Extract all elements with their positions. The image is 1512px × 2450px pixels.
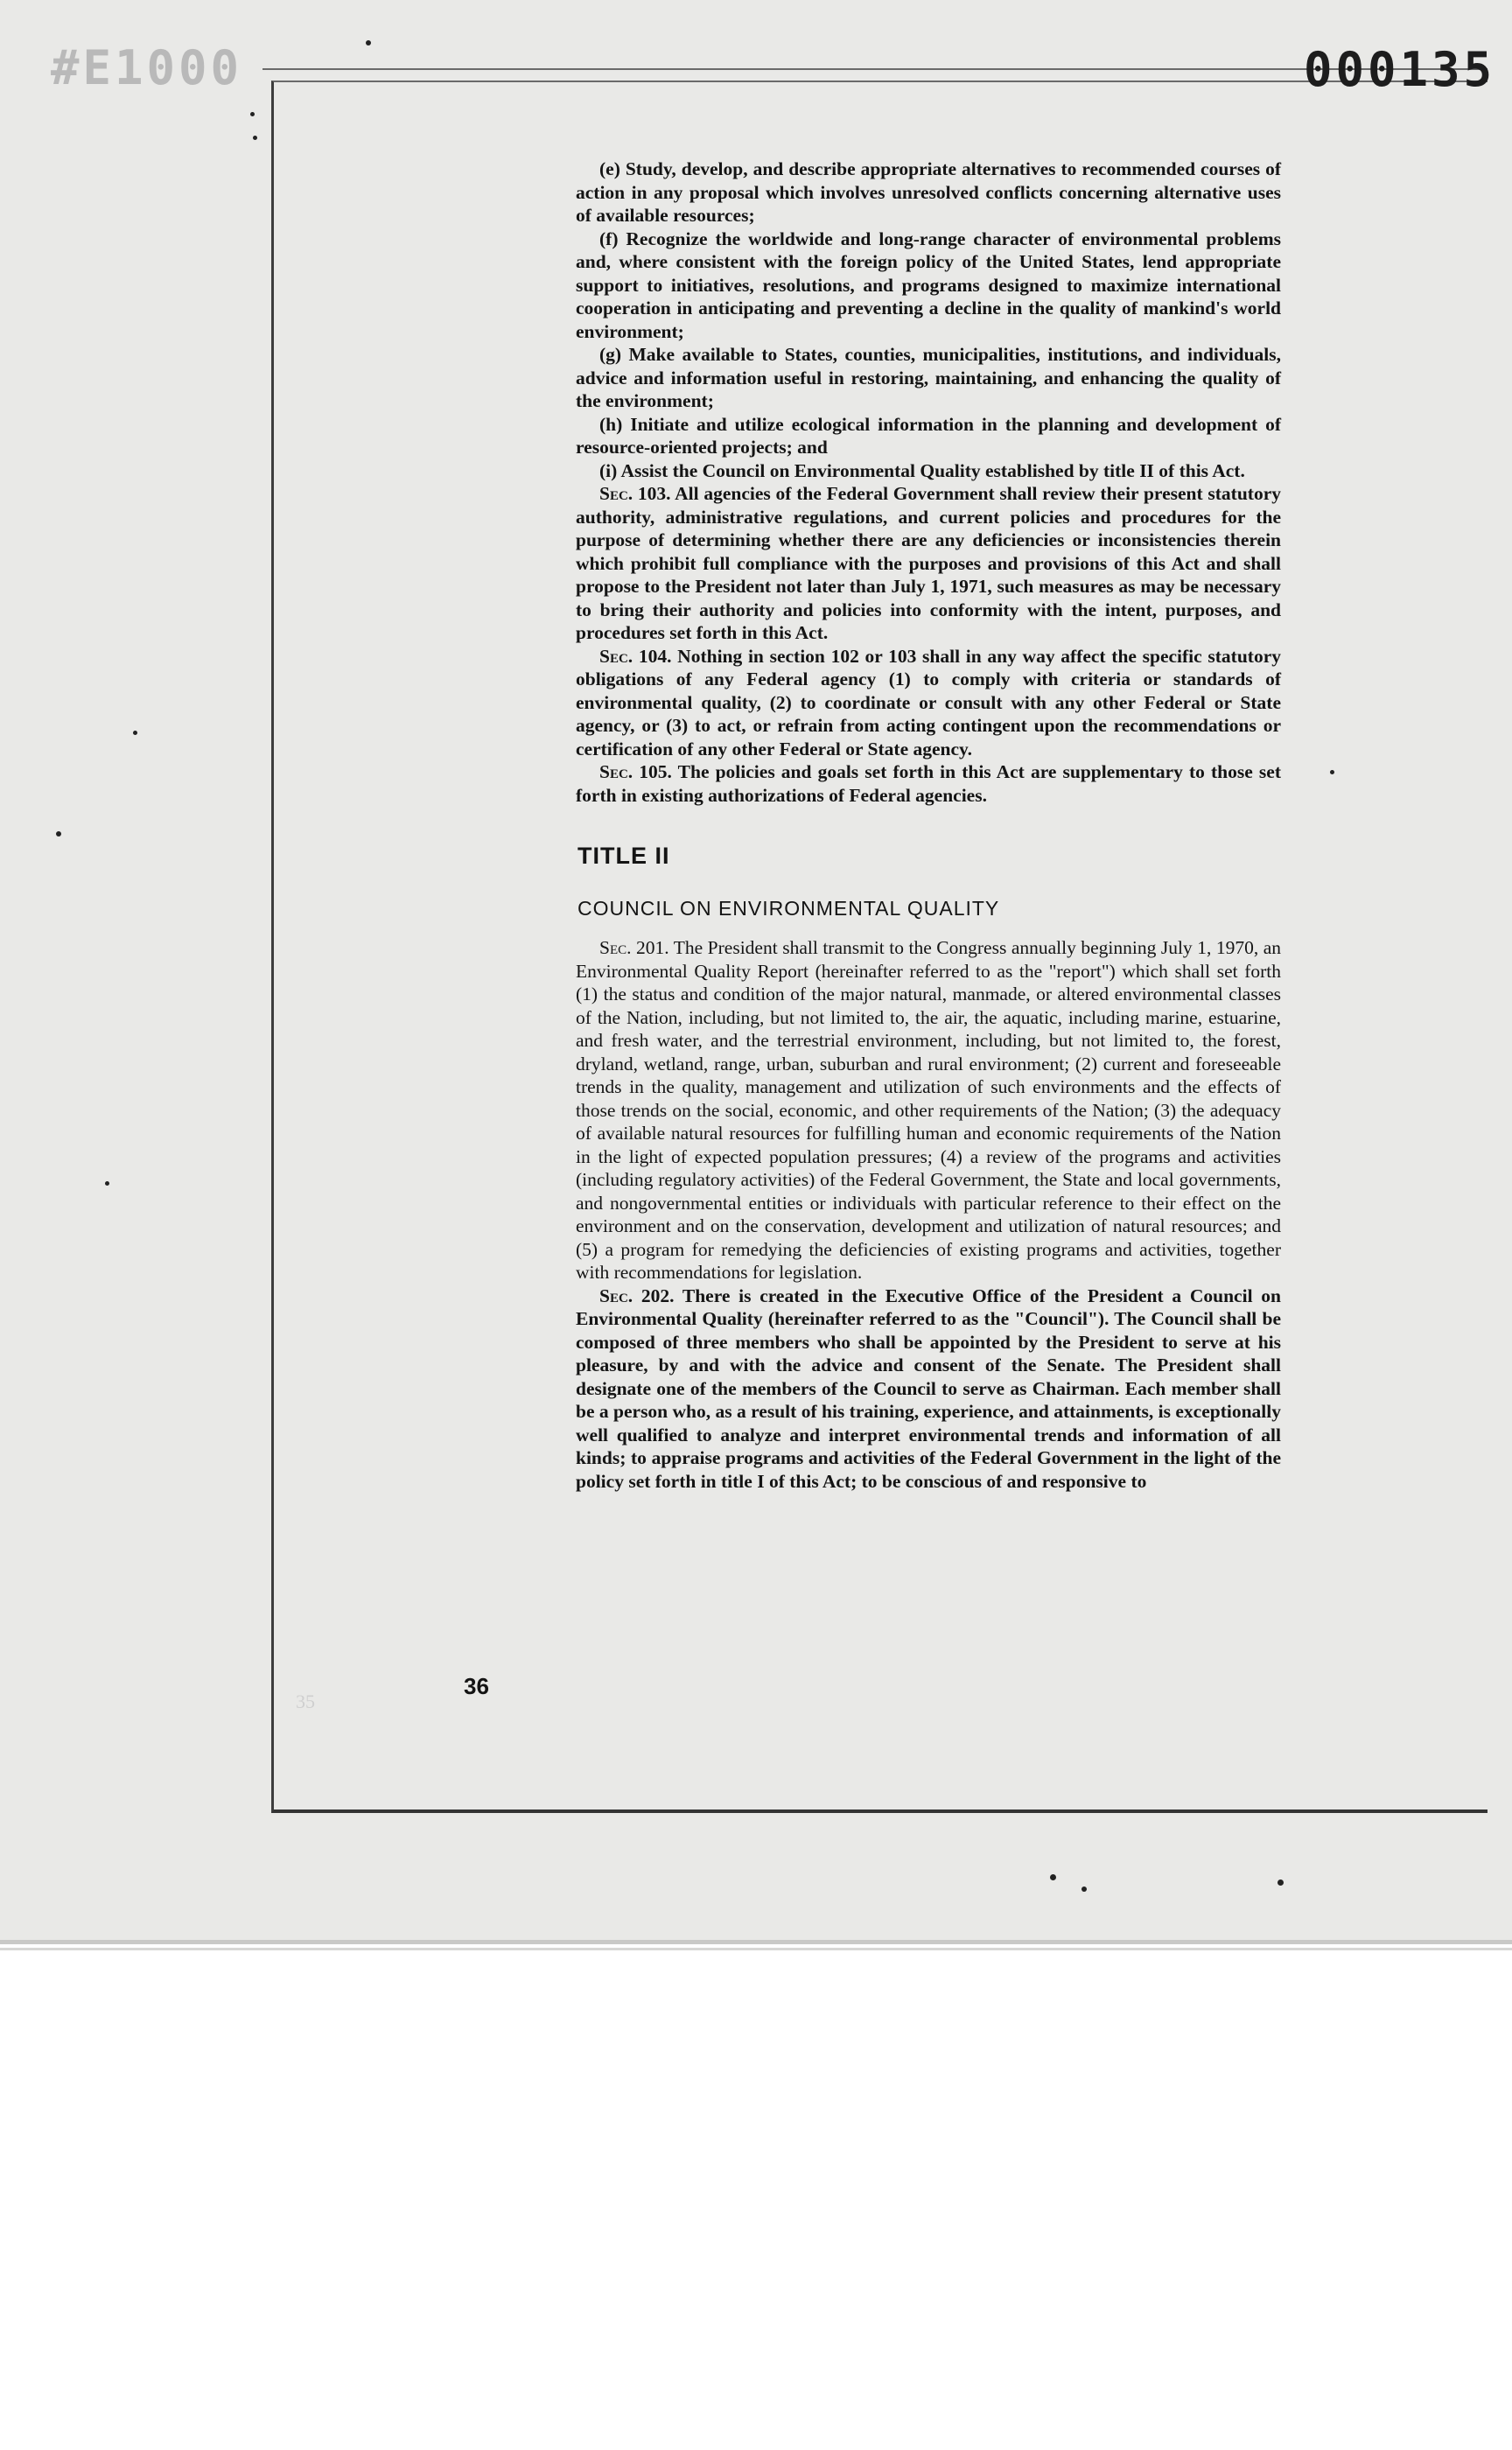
document-body <box>576 158 1281 1493</box>
scan-speck <box>1082 1886 1087 1892</box>
section-text: 201. The President shall transmit to the Congress annually beginning July 1, 1970, an Environmental Quality Report (hereinafter referred to as the "report") which shall set forth (1) the status and condition of the major natural, manmade, or altered environmental classes of the Nation, including, but not limited to, the air, the aquatic, including marine, estuarine, and fresh water, and the terrestrial environment, including, but not limited to, the forest, dryland, wetland, range, urban, suburban and rural environment; (2) current and foreseeable trends in the quality, management and utilization of such environments and the effects of those trends on the social, economic, and other requirements of the Nation; (3) the adequacy of available natural resources for fulfilling human and economic requirements of the Nation in the light of expected population pressures; (4) a review of the programs and activities (including regulatory activities) of the Federal Government, the State and local governments, and nongovernmental entities or individuals with particular reference to their effect on the environment and on the conservation, development and utilization of natural resources; and (5) a program for remedying the deficiencies of existing programs and activities, together with recommendations for legislation. <box>576 937 1281 1283</box>
section-text: 202. There is created in the Executive Office of the President a Council on Environmental Quality (hereinafter referred to as the "Council"). The Council shall be composed of three members who shall be appointed by the President to serve at his pleasure, by and with the advice and consent of the Senate. The President shall designate one of the members of the Council to serve as Chairman. Each member shall be a person who, as a result of his training, experience, and attainments, is exceptionally well qualified to analyze and interpret environmental trends and information of all kinds; to appraise programs and activities of the Federal Government in the light of the policy set forth in title I of this Act; to be conscious of and responsive to <box>576 1284 1281 1492</box>
section-label: Sec. <box>599 1284 634 1306</box>
scan-speck <box>133 731 137 735</box>
section-label: Sec. <box>599 937 632 958</box>
document-stamp-number: 000135 <box>1304 42 1496 97</box>
section-202 <box>576 1284 1281 1494</box>
council-heading: COUNCIL ON ENVIRONMENTAL QUALITY <box>578 897 1000 920</box>
scan-edge-line <box>0 1948 1512 1950</box>
document-stamp-left: #E1000 <box>51 40 243 95</box>
section-201 <box>576 936 1281 1284</box>
scan-speck <box>105 1181 109 1186</box>
scan-speck <box>1050 1874 1056 1880</box>
paragraph-f: (f) Recognize the worldwide and long-range character of environmental problems and, where consistent with the foreign policy of the United States, lend appropriate support to initiatives, resolutions, and programs designed to maximize international cooperation in anticipating and preventing a decline in the quality of mankind's world environment; <box>576 228 1281 342</box>
bleed-through-page-number: 35 <box>296 1690 315 1712</box>
paragraph-h: (h) Initiate and utilize ecological information in the planning and development of resource-oriented projects; and <box>576 413 1281 458</box>
paragraph-i: (i) Assist the Council on Environmental Quality established by title II of this Act. <box>599 459 1245 481</box>
section-text: 104. Nothing in section 102 or 103 shall in any way affect the specific statutory obligations of any Federal agency (1) to comply with criteria or standards of environmental quality, (2) to coordinate or consult with any other Federal or State agency, or (3) to act, or refrain from acting contingent upon the recommendations or certification of any other Federal or State agency. <box>576 645 1281 760</box>
scan-speck <box>1278 1880 1284 1886</box>
section-label: Sec. <box>599 645 634 667</box>
section-text: 105. The policies and goals set forth in this Act are supplementary to those set forth in existing authorizations of Federal agencies. <box>576 761 1281 806</box>
title-heading: TITLE II <box>578 843 670 869</box>
page-number: 36 <box>464 1673 489 1699</box>
section-104 <box>576 645 1281 761</box>
section-103 <box>576 482 1281 645</box>
scan-speck <box>1330 770 1334 774</box>
scan-speck <box>253 136 257 140</box>
scan-speck <box>366 40 371 46</box>
section-text: 103. All agencies of the Federal Government shall review their present statutory authority, administrative regulations, and current policies and procedures for the purpose of determining whether there are any deficiencies or inconsistencies therein which prohibit full compliance with the purposes and provisions of this Act and shall propose to the President not later than July 1, 1971, such measures as may be necessary to bring their authority and policies into conformity with the intent, purposes, and procedures set forth in this Act. <box>576 483 1281 643</box>
section-label: Sec. <box>599 761 634 782</box>
scan-speck <box>56 831 61 836</box>
section-105 <box>576 760 1281 807</box>
paragraph-g: (g) Make available to States, counties, municipalities, institutions, and individuals, advice and information useful in restoring, maintaining, and enhancing the quality of the environment; <box>576 344 1281 411</box>
paragraph-e: (e) Study, develop, and describe appropriate alternatives to recommended courses of action in any proposal which involves unresolved conflicts concerning alternative uses of available resources; <box>576 158 1281 226</box>
scan-speck <box>250 112 255 116</box>
section-label: Sec. <box>599 483 634 504</box>
